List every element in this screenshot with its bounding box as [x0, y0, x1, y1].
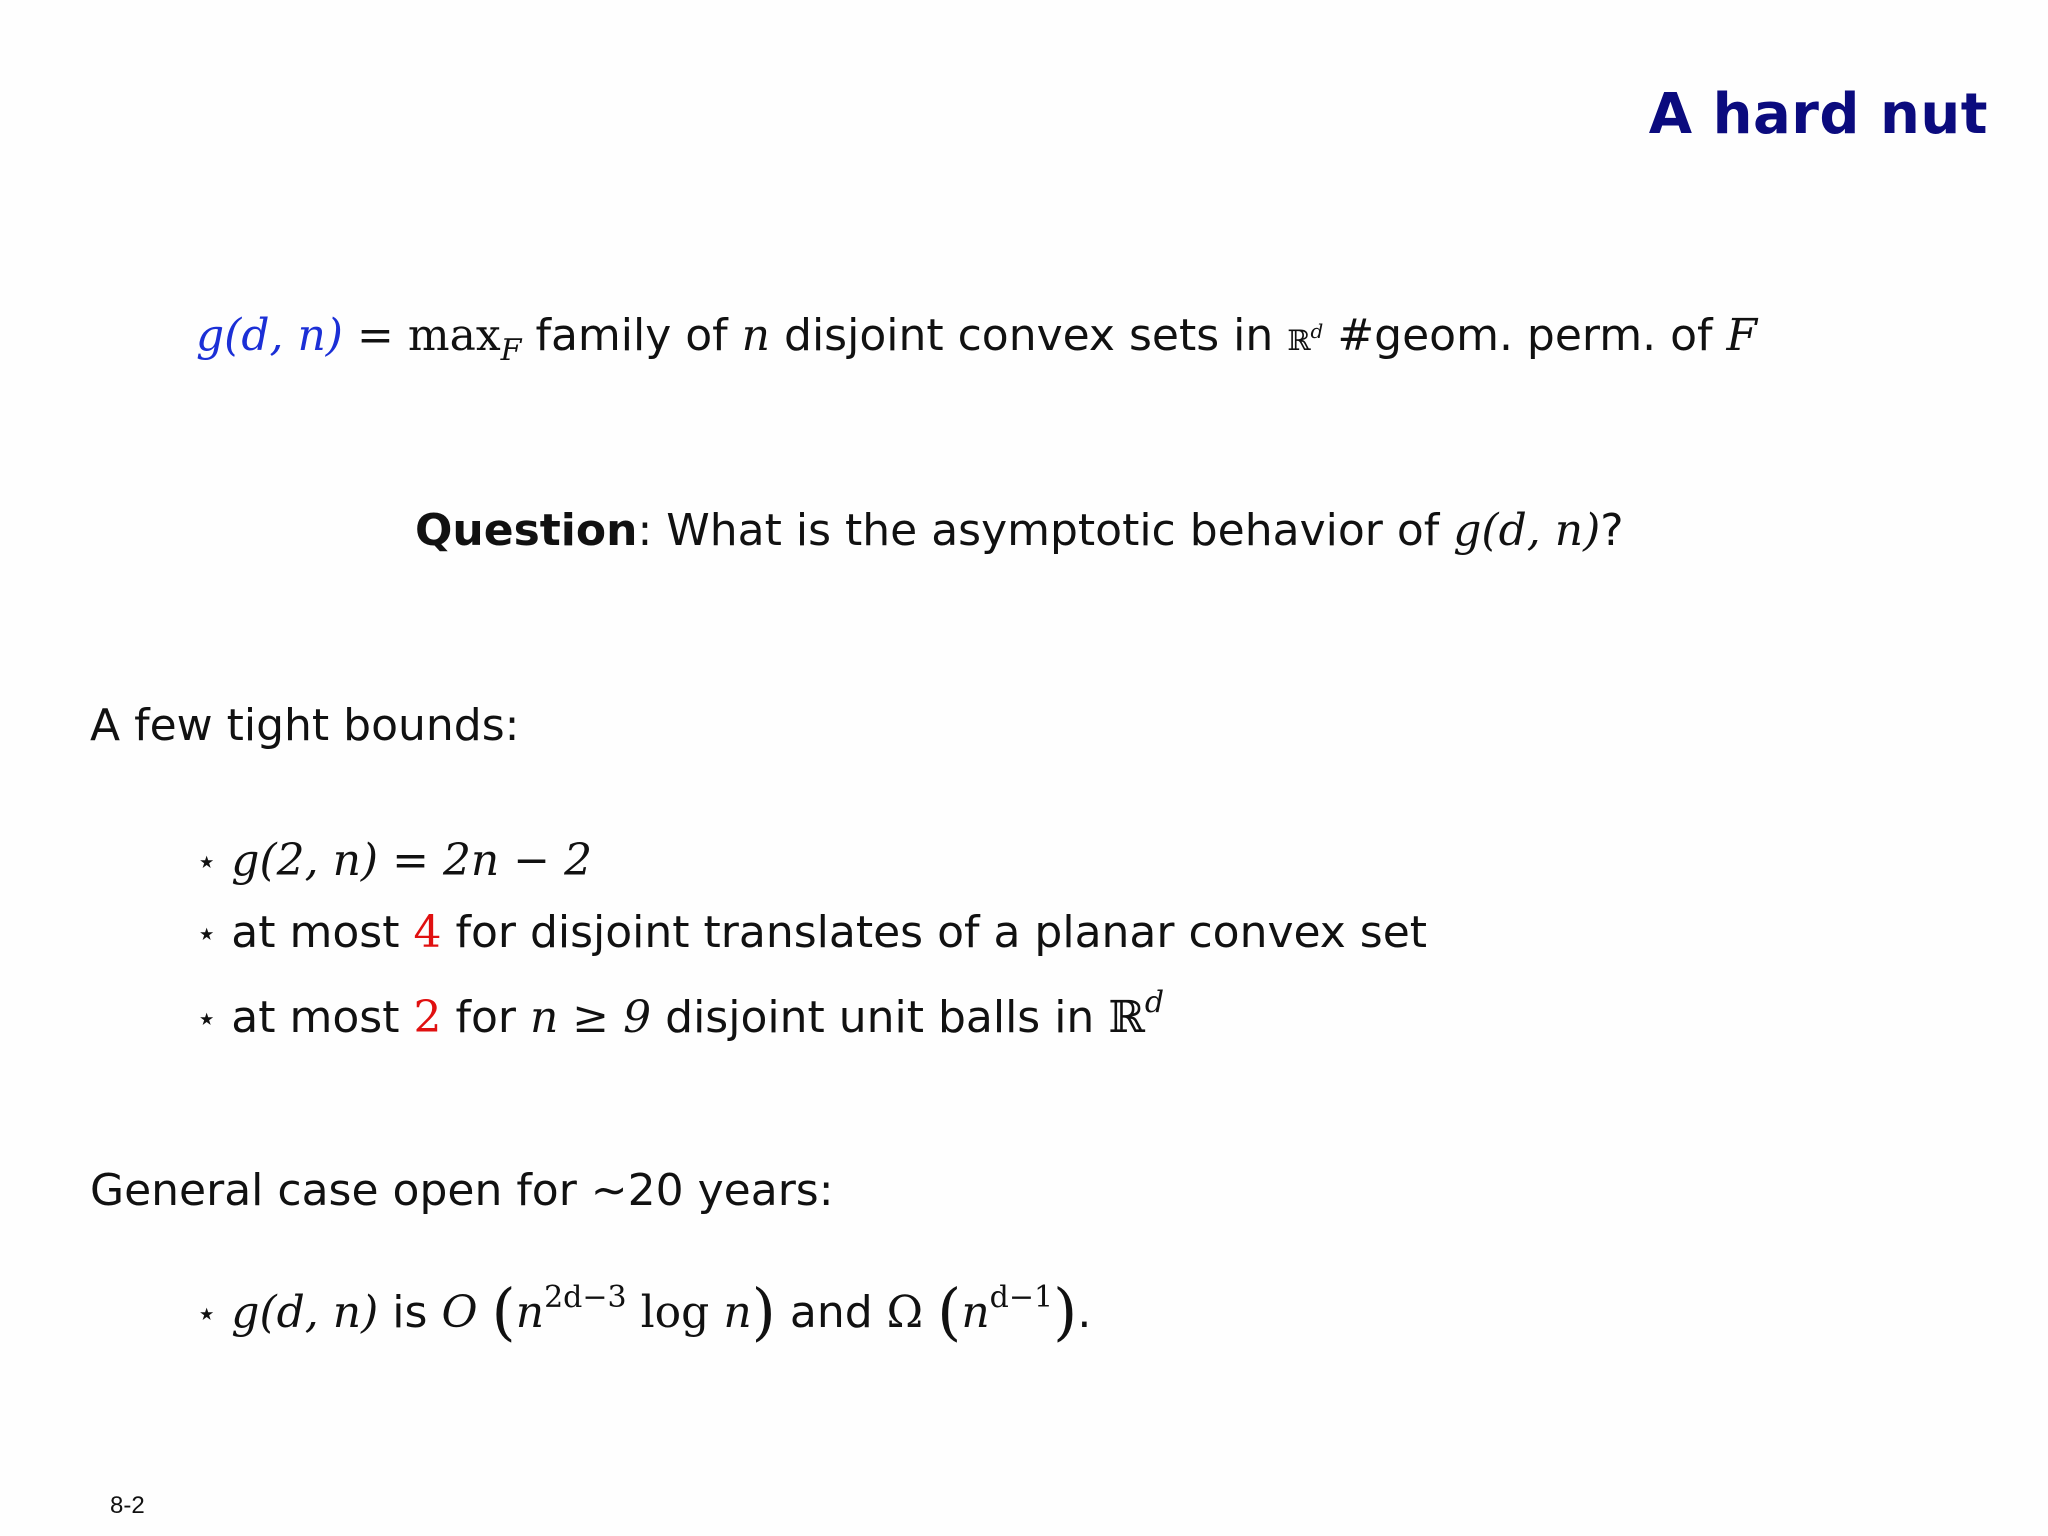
bullet-2-pre: at most: [231, 907, 400, 958]
bullet-3-pre: at most: [231, 992, 400, 1043]
bullet-item-3: [196, 985, 1164, 1043]
star-bullet-icon: ⋆: [196, 1294, 218, 1334]
g-function-lhs: g(d, n): [196, 310, 343, 361]
upper-bound-n: n: [515, 1287, 545, 1338]
max-subscript: F: [500, 333, 522, 368]
bullet-3-value: 2: [413, 992, 442, 1043]
sets-text: disjoint convex sets in: [784, 310, 1274, 361]
n-variable: n: [741, 310, 771, 361]
max-operator: max: [407, 310, 501, 361]
is-text: is: [392, 1287, 428, 1338]
real-space-symbol: ℝ$^d$: [1287, 319, 1324, 357]
count-text: #geom. perm. of: [1337, 310, 1713, 361]
question-expr: g(d, n): [1453, 505, 1601, 556]
bullet-1-expr: g(2, n) = 2n − 2: [231, 835, 593, 886]
star-bullet-icon: ⋆: [196, 842, 218, 882]
big-O-symbol: O: [441, 1287, 478, 1338]
general-case-heading: General case open for ∼20 years:: [90, 1165, 834, 1216]
bullet-item-4: [196, 1275, 1091, 1348]
bullet-4-expr: g(d, n): [231, 1287, 379, 1338]
definition-formula: [196, 310, 1757, 368]
bullet-3-condition: n ≥ 9: [529, 992, 652, 1043]
lower-bound-n: n: [961, 1287, 990, 1338]
question-mark: ?: [1600, 505, 1624, 556]
family-text: family of: [535, 310, 728, 361]
left-paren: (: [491, 1275, 516, 1348]
question-text: What is the asymptotic behavior of: [666, 505, 1440, 556]
question-label: Question: [415, 505, 638, 556]
left-paren: (: [937, 1275, 962, 1348]
bullet-3-mid2: disjoint unit balls in: [665, 992, 1095, 1043]
bullet-3-mid1: for: [455, 992, 516, 1043]
right-paren: ): [751, 1275, 776, 1348]
omega-symbol: Ω: [886, 1287, 924, 1338]
page-number: 8-2: [110, 1492, 145, 1519]
star-bullet-icon: ⋆: [196, 999, 218, 1039]
lower-bound-exponent: d−1: [989, 1280, 1054, 1315]
tight-bounds-heading: A few tight bounds:: [90, 700, 520, 751]
equals-sign: =: [356, 310, 394, 361]
upper-bound-exponent: 2d−3: [544, 1280, 627, 1315]
period: .: [1077, 1287, 1092, 1338]
real-space-symbol: ℝ$^d$: [1108, 985, 1165, 1043]
log-operator: log: [640, 1287, 710, 1338]
bullet-2-post: for disjoint translates of a planar convex set: [455, 907, 1428, 958]
star-bullet-icon: ⋆: [196, 914, 218, 954]
question-line: [415, 505, 1624, 556]
bullet-item-1: [196, 835, 592, 886]
and-text: and: [789, 1287, 873, 1338]
slide-title: A hard nut: [1648, 82, 1988, 147]
question-colon: :: [637, 505, 653, 556]
log-argument: n: [723, 1287, 752, 1338]
bullet-item-2: [196, 907, 1427, 958]
F-variable: F: [1726, 310, 1758, 361]
bullet-2-value: 4: [413, 907, 442, 958]
right-paren: ): [1053, 1275, 1078, 1348]
